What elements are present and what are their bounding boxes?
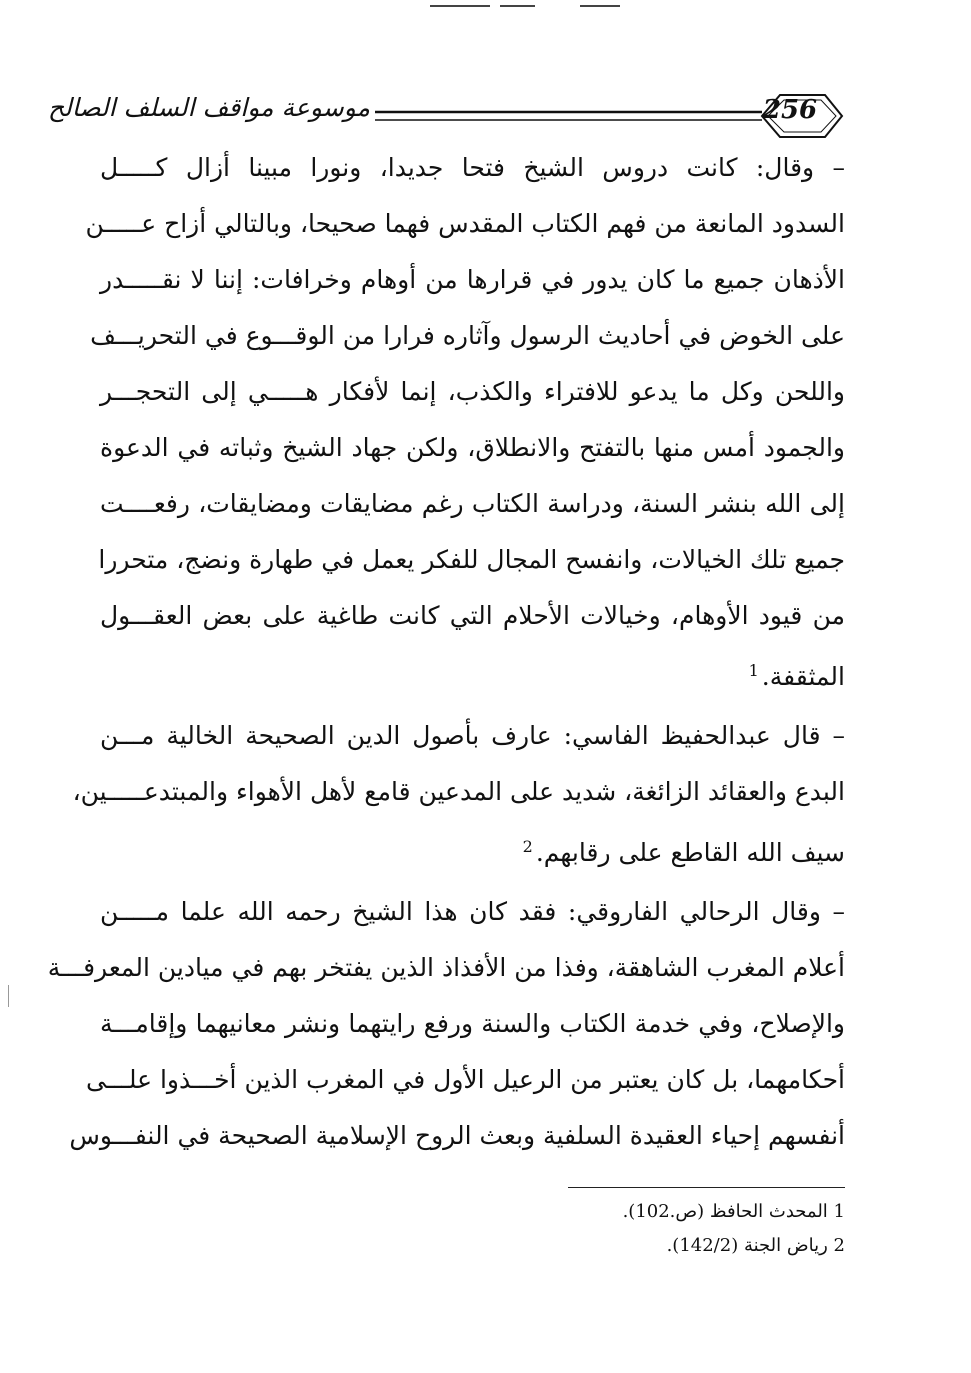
book-title: موسوعة مواقف السلف الصالح xyxy=(47,93,370,122)
text-line: – وقال: كانت دروس الشيخ فتحا جديدا، ونورا مبينا أزال كـــــل xyxy=(100,153,845,182)
text-line: على الخوض في أحاديث الرسول وآثاره فرارا من الوقـــوع في التحريـــف xyxy=(90,321,845,350)
footnote-text: المحدث الحافظ (ص.102). xyxy=(622,1201,828,1222)
text-line: البدع والعقائد الزائغة، شديد على المدعين قامع لأهل الأهواء والمبتدعـــــين، xyxy=(72,777,845,806)
text-line: – قال عبدالحفيظ الفاسي: عارف بأصول الدين الصحيحة الخالية مـــن xyxy=(100,721,845,750)
text-line: السدود المانعة من فهم الكتاب المقدس فهما صحيحا، وبالتالي أزاح عـــــن xyxy=(85,209,845,238)
text-line: والإصلاح، وفي خدمة الكتاب والسنة ورفع رايتهما ونشر معانيهما وإقامـــة xyxy=(100,1009,845,1038)
paragraph xyxy=(72,708,845,880)
page-header xyxy=(47,85,850,147)
footnote-text: رياض الجنة (142/2). xyxy=(666,1235,828,1256)
text-line: الأذهان جميع ما كان يدور في قرارها من أوهام وخرافات: إننا لا نقـــــدر xyxy=(100,265,845,294)
page-number: 256 xyxy=(762,95,818,125)
footnote-ref-1[interactable]: 1 xyxy=(748,660,759,680)
paragraph xyxy=(47,884,845,1164)
scan-margin-mark xyxy=(8,985,9,1007)
paragraph xyxy=(85,140,845,704)
footnote-number: 1 xyxy=(833,1201,845,1222)
text-line: من قيود الأوهام، وخيالات الأحلام التي كانت طاغية على بعض العقـــول xyxy=(100,601,845,630)
text-line: أحكامهما، بل كان يعتبر من الرعيل الأول في المغرب الذين أخـــذوا علـــى xyxy=(86,1065,845,1094)
line-text: سيف الله القاطع على رقابهم. xyxy=(535,838,845,867)
text-line xyxy=(100,820,845,880)
text-line: والجمود أمس منها بالتفتح والانطلاق، ولكن جهاد الشيخ وثباته في الدعوة xyxy=(100,433,845,462)
footnote-number: 2 xyxy=(833,1235,845,1256)
footnote-separator xyxy=(568,1187,845,1188)
footnotes xyxy=(500,1195,845,1263)
footnote-1 xyxy=(500,1195,845,1229)
main-text xyxy=(47,140,845,1164)
text-line: أعلام المغرب الشاهقة، وفذا من الأفذاذ الذين يفتخر بهم في ميادين المعرفـــة xyxy=(47,953,845,982)
text-line: إلى الله بنشر السنة، ودراسة الكتاب رغم مضايقات ومضايقات، رفعــــت xyxy=(100,489,845,518)
top-edge-marks xyxy=(430,0,630,12)
footnote-2 xyxy=(500,1229,845,1263)
line-text: المثقفة. xyxy=(761,662,845,691)
text-line: – وقال الرحالي الفاروقي: فقد كان هذا الشيخ رحمه الله علما مـــــن xyxy=(100,897,845,926)
text-line: واللحن وكل ما يدعو للافتراء والكذب، إنما لأفكار هـــــي إلى التحجـــر xyxy=(100,377,845,406)
text-line: جميع تلك الخيالات، وانفسح المجال للفكر يعمل في طهارة ونضج، متحررا xyxy=(98,545,845,574)
text-line xyxy=(100,644,845,704)
footnote-ref-2[interactable]: 2 xyxy=(522,836,533,856)
text-line: أنفسهم إحياء العقيدة السلفية وبعث الروح الإسلامية الصحيحة في النفـــوس xyxy=(69,1121,845,1150)
